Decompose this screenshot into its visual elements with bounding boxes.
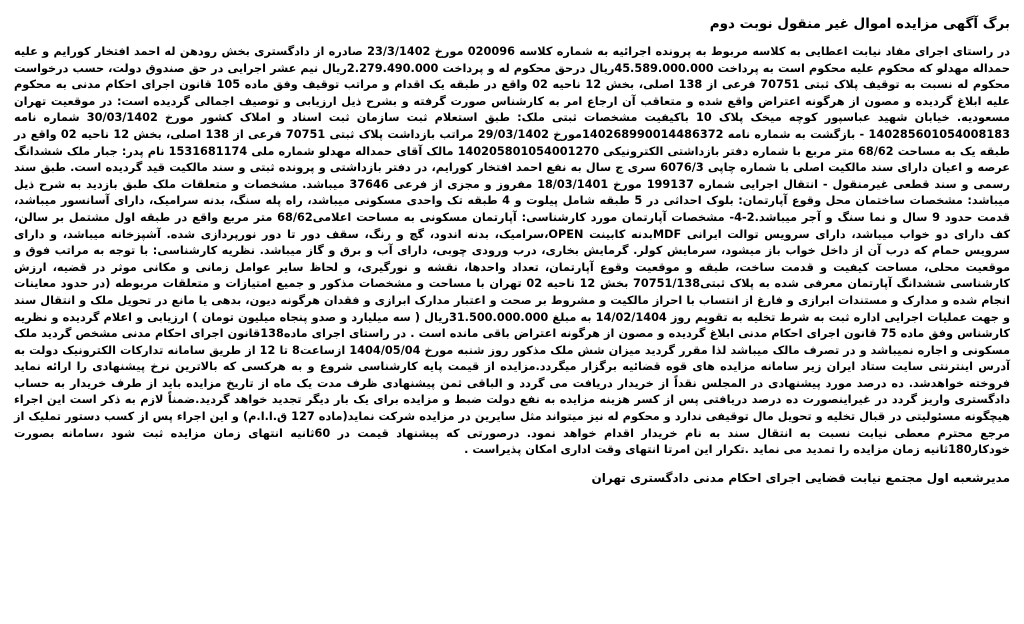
signature: مدیرشعبه اول مجتمع نیابت قضایی اجرای احکام مدنی دادگستری تهران bbox=[591, 470, 1010, 485]
notice-title: برگ آگهی مزایده اموال غیر منقول نوبت دوم bbox=[709, 16, 1010, 32]
notice-body: در راستای اجرای مفاد نیابت اعطایی به کلاسه مربوط به پرونده اجرائیه به شماره کلاسه 020096 مورخ 23/3/1402 صادره از دادگستری بخش رودهن له احمد افتخار کورایم و علیه حمداله مهدلو که محکوم علیه محکوم است به پرداخت 45.589.000.000ریال درحق محکوم له و پرداخت 2.279.490.000ریال نیم عشر اجرایی در حق صندوق دولت، حسب درخواست محکوم له نسبت به توقیف پلاک ثبتی 70751 فرعی از 138 اصلی، بخش 12 ناحیه 02 واقع در طبقه یک اقدام و مراتب توقیف وفق ماده 105 قانون اجرای احکام مدنی به محکوم علیه ابلاغ گردیده و مصون از هرگونه اعتراض واقع شده و متعاقب آن ارجاع امر به کارشناس صورت گرفته و بشرح ذیل ارزیابی و توصیف اجمالی گردیده است: در موقعیت تهران مسعودیه. خیابان شهید عباسپور کوچه میخک پلاک 10 باکیفیت مشخصات ثبتی ملک: طبق استعلام ثبت سازمان ثبت اسناد و املاک کشور مورخ 30/03/1402 شماره نامه 140285601054008183 - بازگشت به شماره نامه 140268990014486372مورخ 29/03/1402 مراتب بازداشت پلاک ثبتی 70751 فرعی از 138 اصلی، بخش 12 ناحیه 02 واقع در طبقه یک به مساحت 68/62 متر مربع با شماره دفتر بازداشتی الکترونیکی 140205801054001270 مالک آقای حمداله مهدلو شماره ملی 1531681174 نام پدر: جبار ملک ششدانگ عرصه و اعیان دارای سند مالکیت اصلی با شماره چاپی 6076/3 سری ج سال به نفع احمد افتخار کورایم، در دفتر بازداشتی و پرونده ثبتی و سند مالکیت قید گردیده است. طبق سند رسمی و سند قطعی غیرمنقول - انتقال اجرایی شماره 199137 مورخ 18/03/1401 مفروز و مجزی از فرعی 37646 میباشد. مشخصات و متعلقات ملک طبق بازدید به شرح ذیل میباشد: مشخصات ساختمان محل وقوع آپارتمان: بلوک احداثی در 5 طبقه شامل پیلوت و 4 طبقه تک واحدی مسکونی میباشد، راه پله سنگ، بدنه سرامیک، دارای آسانسور میباشد، قدمت حدود 9 سال و نما سنگ و آجر میباشد.2-4- مشخصات آپارتمان مورد کارشناسی: آپارتمان مسکونی به مساحت اعلامی68/62 متر مربع واقع در طبقه اول مشتمل بر سالن، کف دارای دو خواب میباشد، دارای سرویس توالت ایرانی MDFبدنه کابینت OPEN،سرامیک، بدنه اندود، گچ و رنگ، سقف دور تا دور نورپردازی شده. آشپزخانه میباشد، و دارای سرویس حمام که درب آن از داخل خواب باز میشود، سرمایش کولر. گرمایش بخاری، درب ورودی چوبی، دارای آب و برق و گاز میباشد. نظریه کارشناسی: با توجه به مراتب فوق و موقعیت محلی، مساحت کیفیت و قدمت ساخت، طبقه و موقعیت وقوع آپارتمان، تعداد واحدها، نقشه و نورگیری، و لحاظ سایر عوامل زمانی و مکانی موثر در قضیه، ارزش کارشناسی ششدانگ آپارتمان معرفی شده به پلاک ثبتی70751/138 بخش 12 ناحیه 02 تهران با مساحت و مشخصات مذکور و جمیع امتیازات و متعلقات مربوطه (در حدود معاینات انجام شده و مدارک و مستندات ابرازی و فارغ از انتساب با احراز مالکیت و مشروط بر صحت و اعتبار مدارک ابرازی و فقدان هرگونه دیون، بدهی یا مانع در تحویل ملک و انتقال سند و جهت عملیات اجرایی اداره ثبت به شرط تخلیه به تقویم روز 14/02/1404 به مبلغ 31.500.000.000ریال ( سه میلیارد و صدو پنجاه میلیون تومان ) ارزیابی و اعلام گردیده و نظریه کارشناس وفق ماده 75 قانون اجرای احکام مدنی ابلاغ گردیده و مصون از هرگونه اعتراض باقی مانده است . در راستای اجرای ماده138قانون اجرای احکام مدنی مشخص گردید ملک مسکونی و اجاره نمیباشد و در تصرف مالک میباشد لذا مقرر گردید میزان شش ملک مذکور روز شنبه مورخ 1404/05/04 ازساعت8 تا 12 از طریق سامانه تدارکات الکترونیک دولت به آدرس اینترنتی سایت ستاد ایران زیر سامانه مزایده های قوه قضائیه برگزار میگردد.مزایده از قیمت پایه کارشناسی شروع و به هرکسی که بالاترین نرخ پیشنهادی را ارائه نماید فروخته خواهدشد. ده درصد مورد پیشنهادی در المجلس نقداً از خریدار دریافت می گردد و الباقی ثمن پیشنهادی ظرف مدت یک ماه از تاریخ مزایده باید از طرف خریدار به حساب دادگستری واریز گردد در غیراینصورت ده درصد دریافتی پس از کسر هزینه مزایده به نفع دولت ضبط و مزایده برای یک بار دیگر تجدید خواهد گردید.ضمناً لازم به ذکر است این اجراء هیچگونه مسئولیتی در قبال تخلیه و تحویل مال توقیفی ندارد و محکوم له نیز میتواند مثل سایرین در مزایده شرکت نماید(ماده 127 ق.ا.ا.م) و این اجراء پس از کسب دستور تملیک از مرجع محترم معطی نیابت نسبت به انتقال سند به نام خریدار اقدام خواهد نمود. درصورتی که پیشنهاد قیمت در 60ثانیه انتهای زمان مزایده ثبت شود ،سامانه بصورت خودکار180ثانیه زمان مزایده را تمدید می نماید .تکرار این امرتا انتهای وقت اداری امکان پذیراست . bbox=[14, 45, 1011, 457]
